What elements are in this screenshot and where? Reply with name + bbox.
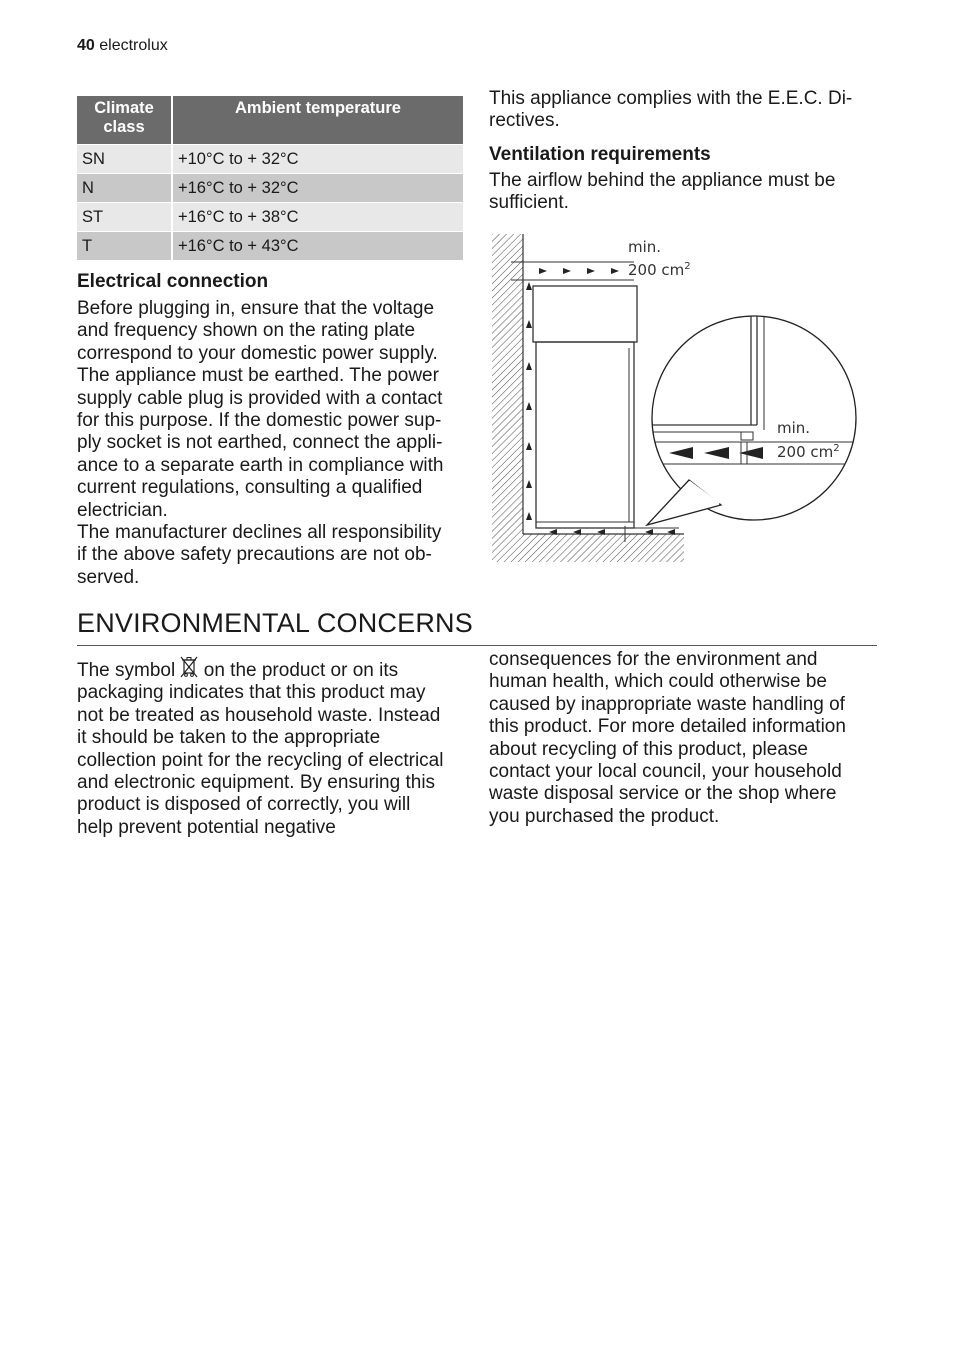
floor-hatch [492, 534, 684, 562]
climate-class-cell: ST [77, 203, 172, 232]
crossed-out-bin-icon [180, 656, 198, 678]
environment-left-text [77, 656, 465, 839]
table-header-row [77, 96, 463, 145]
compliance-text: This appliance complies with the E.E.C. Di- rectives. [489, 88, 853, 132]
climate-class-cell: SN [77, 145, 172, 174]
page-number: 40 [77, 37, 95, 54]
top-airflow-arrows [539, 268, 619, 274]
table-row [77, 145, 463, 174]
environment-right-text: consequences for the environment and human health, which could otherwise be caused by inappropriate waste handling of this product. For more detailed information about recycling of this product, please contact your local council, your household waste disposal service or the shop where you purchased the product. [489, 649, 846, 827]
upper-cabinet [533, 286, 637, 342]
climate-class-cell: T [77, 232, 172, 261]
environment-right-column [489, 649, 879, 828]
section-divider [77, 645, 877, 646]
rear-airflow-arrows [526, 282, 532, 520]
temperature-cell: +16°C to + 43°C [172, 232, 463, 261]
detail-vent-label-min: min. [777, 419, 811, 437]
top-vent-label-min: min. [628, 238, 662, 256]
environment-left-body: on the product or on its packaging indicates that this product may not be treated as household waste. Instead it should be taken to the appropriate collection point for the recycling of electrical and electronic equipment. By ensuring this product is disposed of correctly, you will help prevent potential negative [77, 660, 444, 838]
appliance-body [536, 342, 634, 528]
compliance-section [489, 88, 879, 133]
column-header-ambient-temperature: Ambient temperature [172, 96, 463, 145]
brand-name: electrolux [99, 37, 168, 54]
symbol-prefix: The symbol [77, 660, 176, 681]
electrical-connection-heading: Electrical connection [77, 271, 269, 292]
ventilation-section [489, 143, 879, 215]
wall-hatch [492, 234, 523, 534]
temperature-cell: +16°C to + 32°C [172, 174, 463, 203]
detail-vent-label-area: 200 $cm^2$ [777, 443, 840, 461]
ventilation-text: The airflow behind the appliance must be sufficient. [489, 170, 836, 214]
environmental-concerns-title: ENVIRONMENTAL CONCERNS [77, 608, 473, 638]
table-row [77, 232, 463, 261]
table-row [77, 203, 463, 232]
climate-class-table [77, 96, 463, 260]
table-row [77, 174, 463, 203]
temperature-cell: +16°C to + 38°C [172, 203, 463, 232]
environment-left-column [77, 656, 465, 839]
electrical-connection-section [77, 270, 465, 589]
column-header-climate-class: Climate class [77, 96, 172, 145]
ventilation-heading: Ventilation requirements [489, 144, 711, 165]
electrical-connection-text: Before plugging in, ensure that the voltage and frequency shown on the rating plate correspond to your domestic power supply. The appliance must be earthed. The power supply cable plug is provided with a contact for this purpose. If the domestic power sup- ply socket is not earthed, connect the appli- ance to a separate earth in compliance with current regulations, consulting a qualified electrician. The manufacturer declines all responsibility if the above safety precautions are not ob- served. [77, 298, 444, 588]
page-header [77, 37, 168, 55]
climate-class-cell: N [77, 174, 172, 203]
temperature-cell: +10°C to + 32°C [172, 145, 463, 174]
top-vent-label-area: 200 $cm^2$ [628, 261, 691, 279]
ventilation-diagram [489, 230, 869, 570]
